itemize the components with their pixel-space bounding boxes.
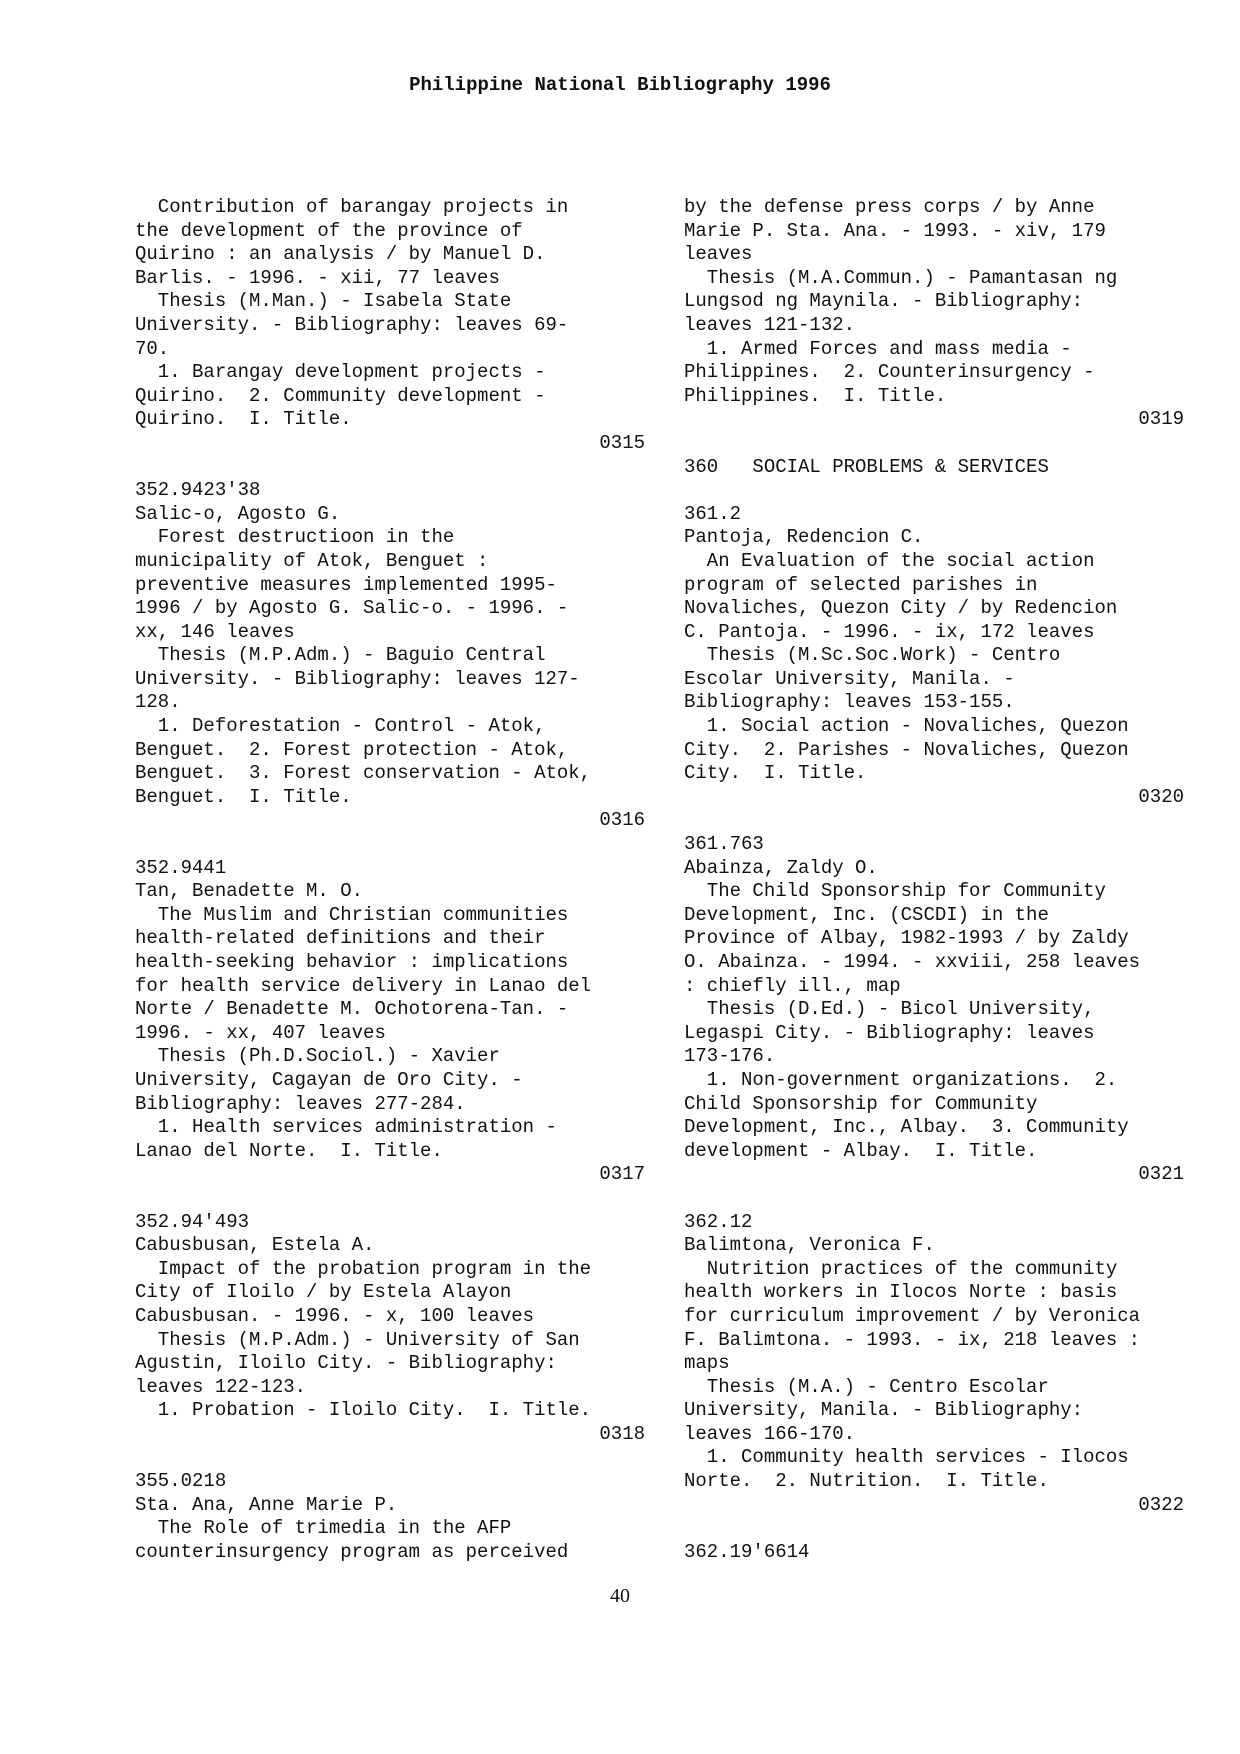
entry-line: Development, Inc., Albay. 3. Community [684,1116,1129,1139]
entry-line: 362.19'6614 [684,1540,810,1563]
bibliography-entry [135,196,645,456]
entry-line: for health service delivery in Lanao del [135,974,592,997]
entry-line: 1. Non-government organizations. 2. [684,1068,1118,1091]
entry-line: leaves [684,243,753,266]
entry-line: Bibliography: leaves 277-284. [135,1092,466,1115]
entry-line: Barlis. - 1996. - xii, 77 leaves [135,266,500,289]
entry-line: The Role of trimedia in the AFP [135,1517,512,1540]
entry-line: 361.2 [684,502,742,525]
entry-line: Impact of the probation program in the [135,1257,592,1280]
entry-line: 1. Probation - Iloilo City. I. Title. [135,1399,592,1422]
entry-line: Tan, Benadette M. O. [135,880,364,903]
entry-line: Salic-o, Agosto G. [135,502,341,525]
entry-line: development - Albay. I. Title. [684,1139,1038,1162]
entry-line: Lungsod ng Maynila. - Bibliography: [684,290,1084,313]
entry-line: counterinsurgency program as perceived [135,1540,569,1563]
entry-number: 0317 [599,1163,645,1186]
entry-number: 0318 [599,1422,645,1445]
entry-line: 352.9423'38 [135,479,261,502]
bibliography-entry [684,503,1184,810]
entry-line: An Evaluation of the social action [684,549,1095,572]
entry-line: City. 2. Parishes - Novaliches, Quezon [684,738,1129,761]
entry-line: University, Cagayan de Oro City. - [135,1068,523,1091]
entry-line: Benguet. I. Title. [135,785,352,808]
entry-line: 1. Health services administration - [135,1116,557,1139]
entry-line: 128. [135,691,181,714]
entry-line: Quirino. 2. Community development - [135,384,546,407]
bibliography-entry [684,833,1184,1187]
entry-line: Thesis (D.Ed.) - Bicol University, [684,998,1095,1021]
entry-line: 352.94'493 [135,1210,250,1233]
entry-line: 173-176. [684,1045,776,1068]
entry-number: 0315 [599,431,645,454]
entry-line: Philippines. 2. Counterinsurgency - [684,361,1095,384]
entry-line: Province of Albay, 1982-1993 / by Zaldy [684,927,1129,950]
entry-line: Thesis (M.Sc.Soc.Work) - Centro [684,644,1061,667]
entry-line: Thesis (M.P.Adm.) - University of San [135,1328,580,1351]
entry-number: 0321 [1138,1163,1184,1186]
entry-line: Lanao del Norte. I. Title. [135,1139,443,1162]
entry-line: Development, Inc. (CSCDI) in the [684,903,1049,926]
entry-line: University, Manila. - Bibliography: [684,1399,1084,1422]
entry-line: Benguet. 2. Forest protection - Atok, [135,738,569,761]
entry-number: 0322 [1138,1493,1184,1516]
entry-line: Norte / Benadette M. Ochotorena-Tan. - [135,998,569,1021]
entry-number: 0320 [1138,785,1184,808]
entry-line: health workers in Ilocos Norte : basis [684,1281,1118,1304]
entry-line: Pantoja, Redencion C. [684,526,924,549]
bibliography-entry [684,1541,1184,1565]
entry-line: Thesis (M.Man.) - Isabela State [135,290,512,313]
entry-line: Abainza, Zaldy O. [684,856,878,879]
section-heading: 360 SOCIAL PROBLEMS & SERVICES [684,455,1049,478]
entry-line: preventive measures implemented 1995- [135,573,557,596]
entry-line: Thesis (M.A.Commun.) - Pamantasan ng [684,266,1118,289]
entry-line: : chiefly ill., map [684,974,901,997]
entry-line: Contribution of barangay projects in [135,196,569,218]
entry-line: City. I. Title. [684,762,867,785]
bibliography-entry [135,479,645,833]
entry-line: Nutrition practices of the community [684,1257,1118,1280]
entry-line: 352.9441 [135,856,227,879]
entry-line: health-seeking behavior : implications [135,951,569,973]
entry-line: Thesis (M.A.) - Centro Escolar [684,1375,1049,1398]
entry-line: Cabusbusan. - 1996. - x, 100 leaves [135,1304,535,1327]
entry-line: 1. Social action - Novaliches, Quezon [684,715,1129,738]
entry-line: City of Iloilo / by Estela Alayon [135,1281,512,1304]
entry-line: 355.0218 [135,1470,227,1493]
entry-line: 1. Deforestation - Control - Atok, [135,715,546,738]
entry-line: 1. Armed Forces and mass media - [684,337,1072,360]
entry-line: Thesis (M.P.Adm.) - Baguio Central [135,644,546,667]
right-column [684,196,1184,1588]
entry-line: O. Abainza. - 1994. - xxviii, 258 leaves [684,951,1141,973]
bibliography-entry [135,1470,645,1564]
entry-line: Child Sponsorship for Community [684,1092,1038,1115]
page-number: 40 [610,1585,630,1607]
entry-line: Marie P. Sta. Ana. - 1993. - xiv, 179 [684,219,1106,242]
entry-line: The Muslim and Christian communities [135,903,569,926]
entry-line: leaves 122-123. [135,1375,307,1398]
entry-line: 1. Barangay development projects - [135,361,546,384]
entry-line: F. Balimtona. - 1993. - ix, 218 leaves : [684,1328,1141,1351]
entry-line: the development of the province of [135,219,523,242]
entry-line: The Child Sponsorship for Community [684,880,1106,903]
entry-line: Novaliches, Quezon City / by Redencion [684,597,1118,620]
bibliography-entry [684,1211,1184,1518]
entry-line: Agustin, Iloilo City. - Bibliography: [135,1352,557,1375]
entry-line: municipality of Atok, Benguet : [135,549,489,572]
entry-line: leaves 121-132. [684,313,856,336]
entry-line: 70. [135,337,170,360]
entry-line: Legaspi City. - Bibliography: leaves [684,1021,1095,1044]
entry-line: Benguet. 3. Forest conservation - Atok, [135,762,592,785]
entry-line: C. Pantoja. - 1996. - ix, 172 leaves [684,620,1095,643]
left-column [135,196,645,1588]
entry-number: 0319 [1138,408,1184,431]
entry-line: 1996 / by Agosto G. Salic-o. - 1996. - [135,597,569,620]
entry-line: 1. Community health services - Ilocos [684,1446,1129,1469]
entry-line: Quirino. I. Title. [135,408,352,431]
entry-line: 361.763 [684,833,764,856]
page-title: Philippine National Bibliography 1996 [409,74,831,96]
entry-line: xx, 146 leaves [135,620,295,643]
entry-line: University. - Bibliography: leaves 69- [135,313,569,336]
entry-line: Quirino : an analysis / by Manuel D. [135,243,546,266]
entry-line: health-related definitions and their [135,927,546,950]
entry-number: 0316 [599,809,645,832]
bibliography-entry [135,1211,645,1447]
entry-line: Norte. 2. Nutrition. I. Title. [684,1470,1049,1493]
entry-line: Escolar University, Manila. - [684,667,1015,690]
entry-line: program of selected parishes in [684,573,1038,596]
entry-line: by the defense press corps / by Anne [684,196,1095,218]
entry-line: leaves 166-170. [684,1422,856,1445]
entry-line: Cabusbusan, Estela A. [135,1234,375,1257]
entry-line: Forest destructioon in the [135,526,455,549]
bibliography-entry [684,196,1184,432]
entry-line: Sta. Ana, Anne Marie P. [135,1493,398,1516]
entry-line: Balimtona, Veronica F. [684,1234,935,1257]
entry-line: maps [684,1352,730,1375]
bibliography-entry [135,857,645,1187]
entry-line: 1996. - xx, 407 leaves [135,1021,386,1044]
entry-line: Bibliography: leaves 153-155. [684,691,1015,714]
entry-line: Philippines. I. Title. [684,384,947,407]
entry-line: University. - Bibliography: leaves 127- [135,667,580,690]
entry-line: Thesis (Ph.D.Sociol.) - Xavier [135,1045,500,1068]
entry-line: 362.12 [684,1210,753,1233]
entry-line: for curriculum improvement / by Veronica [684,1304,1141,1327]
